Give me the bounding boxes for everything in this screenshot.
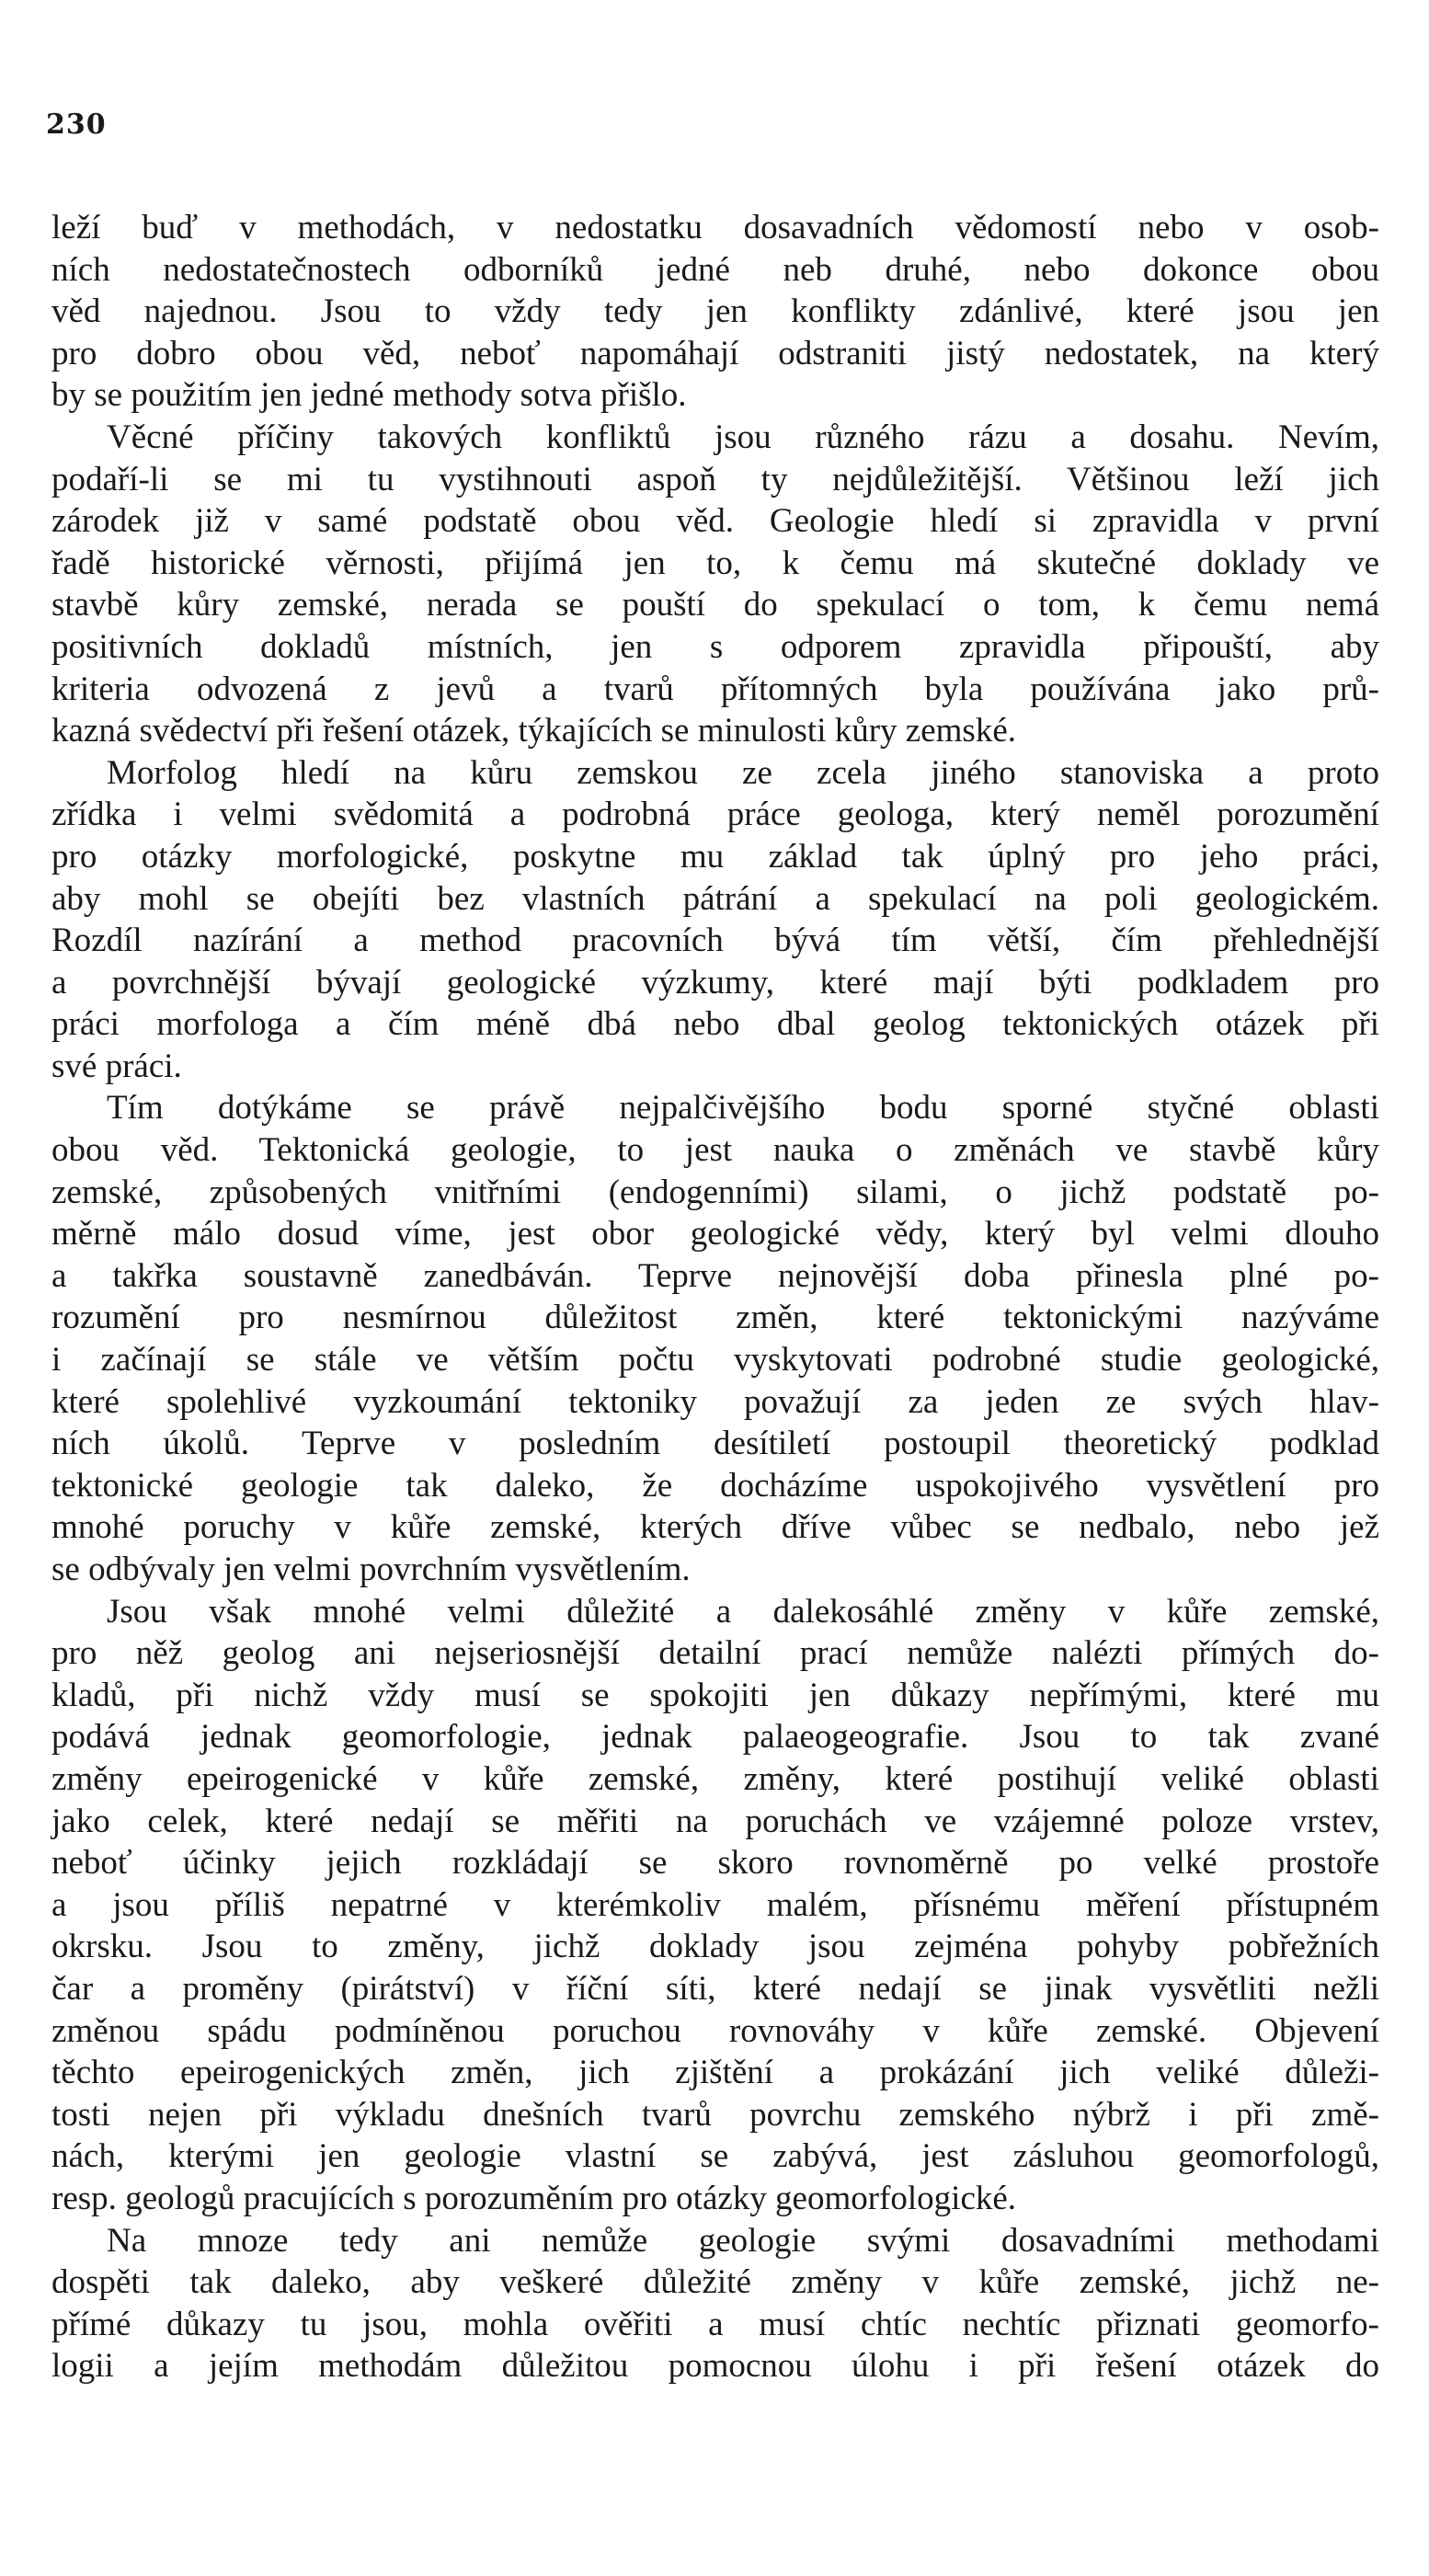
text-line: kladů, při nichž vždy musí se spokojiti jen důkazy nepřímými, které mu <box>51 1676 1379 1714</box>
text-line: tektonické geologie tak daleko, že docházíme uspokojivého vysvětlení pro <box>51 1466 1379 1505</box>
text-line: se odbývaly jen velmi povrchním vysvětlením. <box>51 1551 691 1588</box>
text-line: stavbě kůry zemské, nerada se pouští do spekulací o tom, k čemu nemá <box>51 586 1379 624</box>
text-line: zřídka i velmi svědomitá a podrobná práce geologa, který neměl porozumění <box>51 796 1379 834</box>
text-line: resp. geologů pracujících s porozuměním pro otázky geomorfologické. <box>51 2179 1017 2217</box>
text-line: leží buď v methodách, v nedostatku dosavadních vědomostí nebo v osob- <box>51 209 1379 246</box>
text-line: i začínají se stále ve větším počtu vyskytovati podrobné studie geologické, <box>51 1341 1379 1380</box>
text-line: a takřka soustavně zanedbáván. Teprve nejnovější doba přinesla plné po- <box>51 1256 1379 1295</box>
text-line: nách, kterými jen geologie vlastní se zabývá, jest zásluhou geomorfologů, <box>51 2137 1379 2176</box>
text-line: přímé důkazy tu jsou, mohla ověřiti a musí chtíc nechtíc přiznati geomorfo- <box>51 2305 1379 2343</box>
text-line: obou věd. Tektonická geologie, to jest nauka o změnách ve stavbě kůry <box>51 1131 1379 1170</box>
text-line: své práci. <box>51 1047 182 1085</box>
paragraph <box>51 752 1379 1088</box>
text-line: Morfolog hledí na kůru zemskou ze zcela jiného stanoviska a proto <box>107 753 1379 792</box>
text-line: ních nedostatečnostech odborníků jedné neb druhé, nebo dokonce obou <box>51 250 1379 289</box>
text-line: měrně málo dosud víme, jest obor geologické vědy, který byl velmi dlouho <box>51 1215 1379 1254</box>
text-line: podává jednak geomorfologie, jednak palaeogeografie. Jsou to tak zvané <box>51 1718 1379 1757</box>
text-line: Jsou však mnohé velmi důležité a dalekosáhlé změny v kůře zemské, <box>107 1592 1379 1631</box>
text-line: Věcné příčiny takových konfliktů jsou různého rázu a dosahu. Nevím, <box>107 418 1379 456</box>
text-line: zemské, způsobených vnitřními (endogenními) silami, o jichž podstatě po- <box>51 1173 1379 1211</box>
text-line: řadě historické věrnosti, přijímá jen to, k čemu má skutečné doklady ve <box>51 544 1379 582</box>
text-line: těchto epeirogenických změn, jich zjištění a prokázání jich veliké důleži- <box>51 2054 1379 2092</box>
text-line: logii a jejím methodám důležitou pomocnou úlohu i při řešení otázek do <box>51 2347 1379 2386</box>
text-line: ních úkolů. Teprve v posledním desítiletí postoupil theoretický podklad <box>51 1425 1379 1463</box>
text-line: kazná svědectví při řešení otázek, týkajících se minulosti kůry zemské. <box>51 712 1017 750</box>
page-number: 230 <box>46 109 107 141</box>
paragraph <box>51 1087 1379 1590</box>
text-line: zárodek již v samé podstatě obou věd. Geologie hledí si zpravidla v první <box>51 502 1379 541</box>
text-line: a jsou příliš nepatrné v kterémkoliv malém, přísnému měření přístupném <box>51 1885 1379 1924</box>
text-line: positivních dokladů místních, jen s odporem zpravidla připouští, aby <box>51 627 1379 666</box>
text-line: změny epeirogenické v kůře zemské, změny, které postihují veliké oblasti <box>51 1759 1379 1798</box>
text-line: okrsku. Jsou to změny, jichž doklady jsou zejména pohyby pobřežních <box>51 1928 1379 1966</box>
text-line: které spolehlivé vyzkoumání tektoniky považují za jeden ze svých hlav- <box>51 1382 1379 1421</box>
paragraph <box>51 417 1379 752</box>
text-line: Tím dotýkáme se právě nejpalčivějšího bodu sporné styčné oblasti <box>107 1089 1379 1128</box>
text-line: podaří-li se mi tu vystihnouti aspoň ty nejdůležitější. Většinou leží jich <box>51 460 1379 498</box>
text-line: dospěti tak daleko, aby veškeré důležité změny v kůře zemské, jichž ne- <box>51 2263 1379 2302</box>
paragraph <box>51 2220 1379 2387</box>
text-line: aby mohl se obejíti bez vlastních pátrání a spekulací na poli geologickém. <box>51 879 1379 918</box>
text-line: by se použitím jen jedné methody sotva přišlo. <box>51 376 687 415</box>
text-line: jako celek, které nedají se měřiti na poruchách ve vzájemné poloze vrstev, <box>51 1802 1379 1840</box>
text-line: kriteria odvozená z jevů a tvarů přítomných byla používána jako prů- <box>51 670 1379 708</box>
body-text <box>51 207 1379 2387</box>
text-line: Rozdíl nazírání a method pracovních bývá tím větší, čím přehlednější <box>51 922 1379 960</box>
paragraph <box>51 207 1379 417</box>
text-line: pro něž geolog ani nejseriosnější detailní prací nemůže nalézti přímých do- <box>51 1634 1379 1673</box>
text-line: mnohé poruchy v kůře zemské, kterých dříve vůbec se nedbalo, nebo jež <box>51 1508 1379 1547</box>
text-line: pro otázky morfologické, poskytne mu základ tak úplný pro jeho práci, <box>51 837 1379 876</box>
paragraph <box>51 1591 1379 2220</box>
text-line: změnou spádu podmíněnou poruchou rovnováhy v kůře zemské. Objevení <box>51 2011 1379 2050</box>
text-line: čar a proměny (pirátství) v říční síti, které nedají se jinak vysvětliti nežli <box>51 1969 1379 2008</box>
text-line: a povrchnější bývají geologické výzkumy, které mají býti podkladem pro <box>51 963 1379 1002</box>
text-line: rozumění pro nesmírnou důležitost změn, které tektonickými nazýváme <box>51 1299 1379 1337</box>
text-line: věd najednou. Jsou to vždy tedy jen konflikty zdánlivé, které jsou jen <box>51 292 1379 331</box>
text-line: tosti nejen při výkladu dnešních tvarů povrchu zemského nýbrž i při změ- <box>51 2095 1379 2134</box>
text-line: Na mnoze tedy ani nemůže geologie svými dosavadními methodami <box>107 2221 1379 2260</box>
text-line: práci morfologa a čím méně dbá nebo dbal geolog tektonických otázek při <box>51 1005 1379 1044</box>
text-line: pro dobro obou věd, neboť napomáhají odstraniti jistý nedostatek, na který <box>51 334 1379 372</box>
text-line: neboť účinky jejich rozkládají se skoro rovnoměrně po velké prostoře <box>51 1844 1379 1883</box>
